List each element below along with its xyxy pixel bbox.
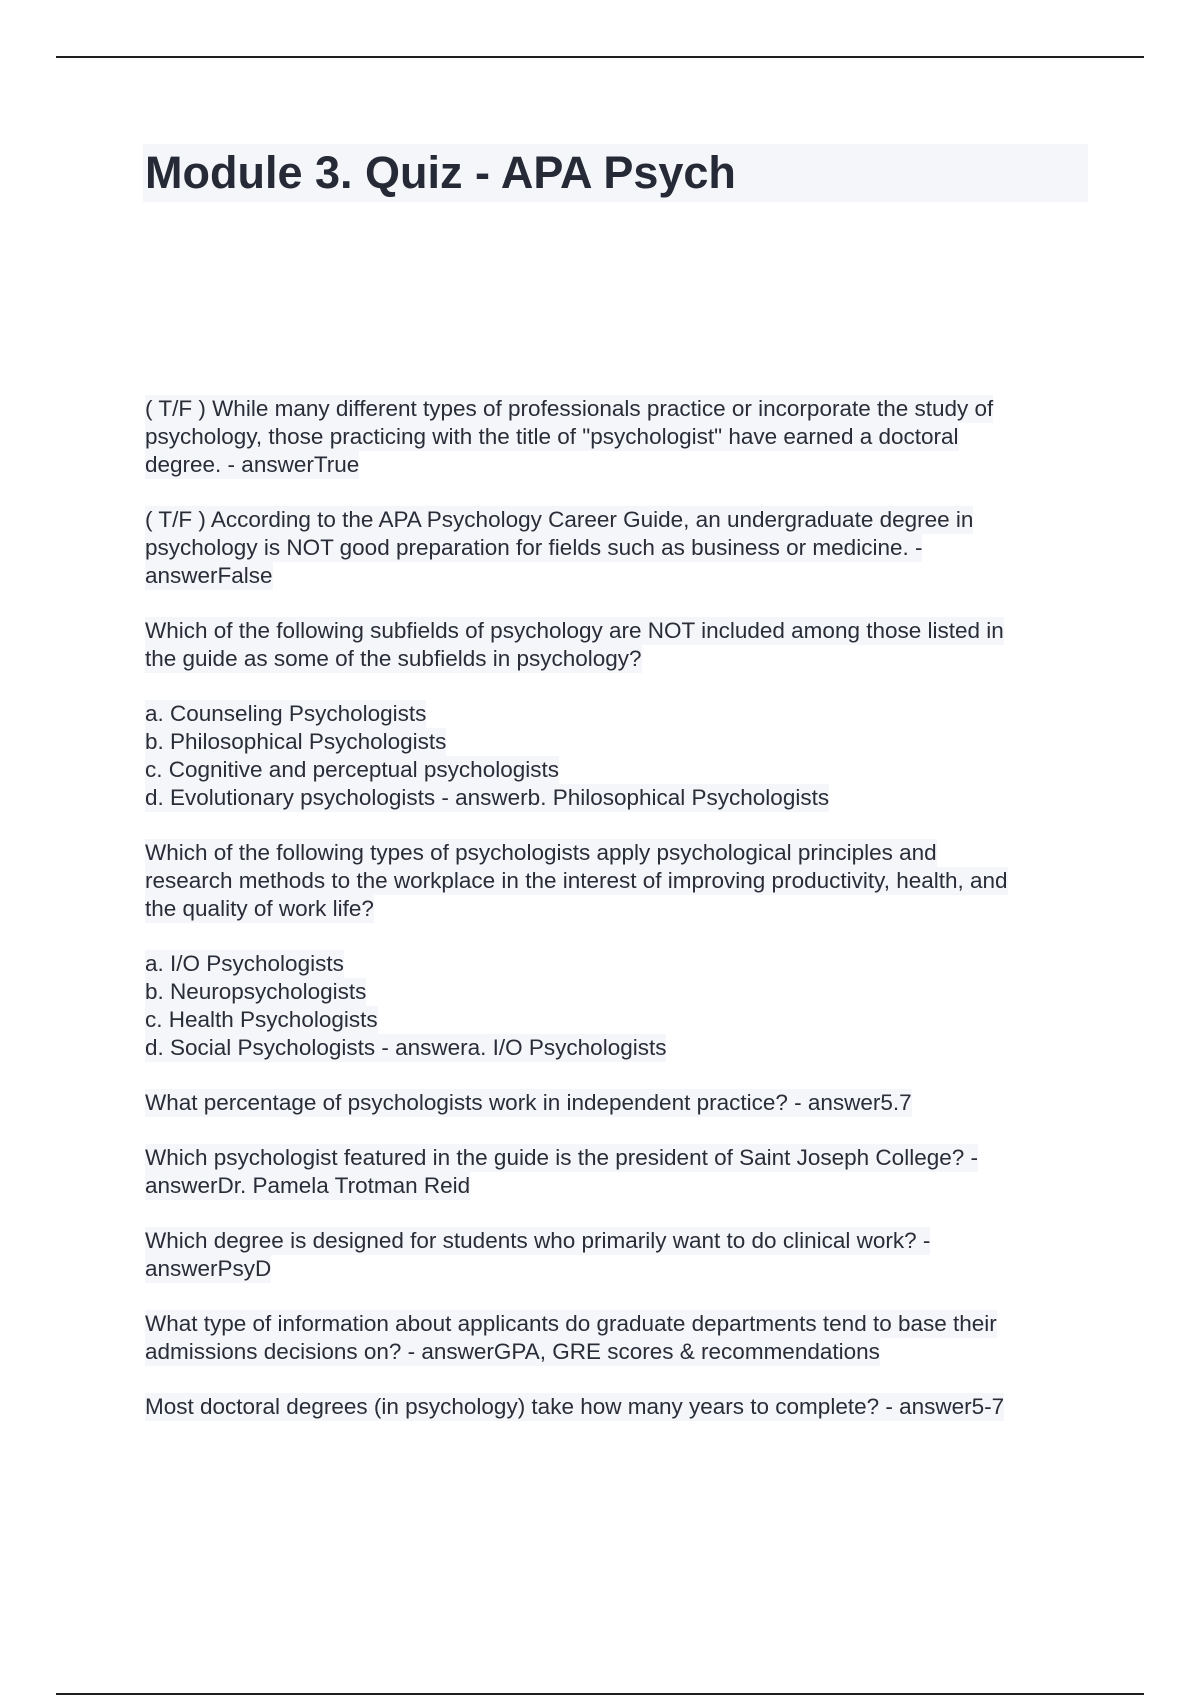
text-line: psychology, those practicing with the title of "psychologist" have earned a doctoral [145,424,959,449]
question-block [145,1144,1090,1200]
text-line: research methods to the workplace in the interest of improving productivity, health, and [145,868,1008,893]
text-line: What percentage of psychologists work in independent practice? - answer5.7 [145,1090,912,1115]
text-line: ( T/F ) According to the APA Psychology Career Guide, an undergraduate degree in [145,507,974,532]
quiz-content [145,395,1090,1448]
question-block [145,1089,1090,1117]
text-line: Most doctoral degrees (in psychology) take how many years to complete? - answer5-7 [145,1394,1005,1419]
text-line: degree. - answerTrue [145,452,360,477]
text-line: What type of information about applicants do graduate departments tend to base their [145,1311,997,1336]
answer-options [145,700,1090,812]
text-line: answerPsyD [145,1256,272,1281]
text-line: admissions decisions on? - answerGPA, GRE scores & recommendations [145,1339,880,1364]
question-block [145,839,1090,923]
text-line: Which degree is designed for students who primarily want to do clinical work? - [145,1228,931,1253]
option-line: d. Social Psychologists - answera. I/O Psychologists [145,1035,667,1060]
option-line: b. Philosophical Psychologists [145,729,447,754]
option-line: a. Counseling Psychologists [145,701,427,726]
question-block [145,1227,1090,1283]
option-line: a. I/O Psychologists [145,951,344,976]
text-line: answerFalse [145,563,273,588]
text-line: ( T/F ) While many different types of professionals practice or incorporate the study of [145,396,994,421]
question-block [145,1310,1090,1366]
page-title: Module 3. Quiz - APA Psych [145,147,736,198]
answer-options [145,950,1090,1062]
question-block [145,1393,1090,1421]
option-line: c. Cognitive and perceptual psychologists [145,757,559,782]
option-line: b. Neuropsychologists [145,979,367,1004]
question-block [145,617,1090,673]
bottom-divider [56,1693,1144,1695]
text-line: Which psychologist featured in the guide is the president of Saint Joseph College? - [145,1145,978,1170]
text-line: psychology is NOT good preparation for fields such as business or medicine. - [145,535,923,560]
option-line: d. Evolutionary psychologists - answerb. Philosophical Psychologists [145,785,830,810]
text-line: the guide as some of the subfields in psychology? [145,646,642,671]
question-block [145,506,1090,590]
question-block [145,395,1090,479]
top-divider [56,56,1144,58]
text-line: Which of the following subfields of psychology are NOT included among those listed in [145,618,1004,643]
text-line: the quality of work life? [145,896,374,921]
text-line: Which of the following types of psychologists apply psychological principles and [145,840,937,865]
option-line: c. Health Psychologists [145,1007,378,1032]
text-line: answerDr. Pamela Trotman Reid [145,1173,471,1198]
